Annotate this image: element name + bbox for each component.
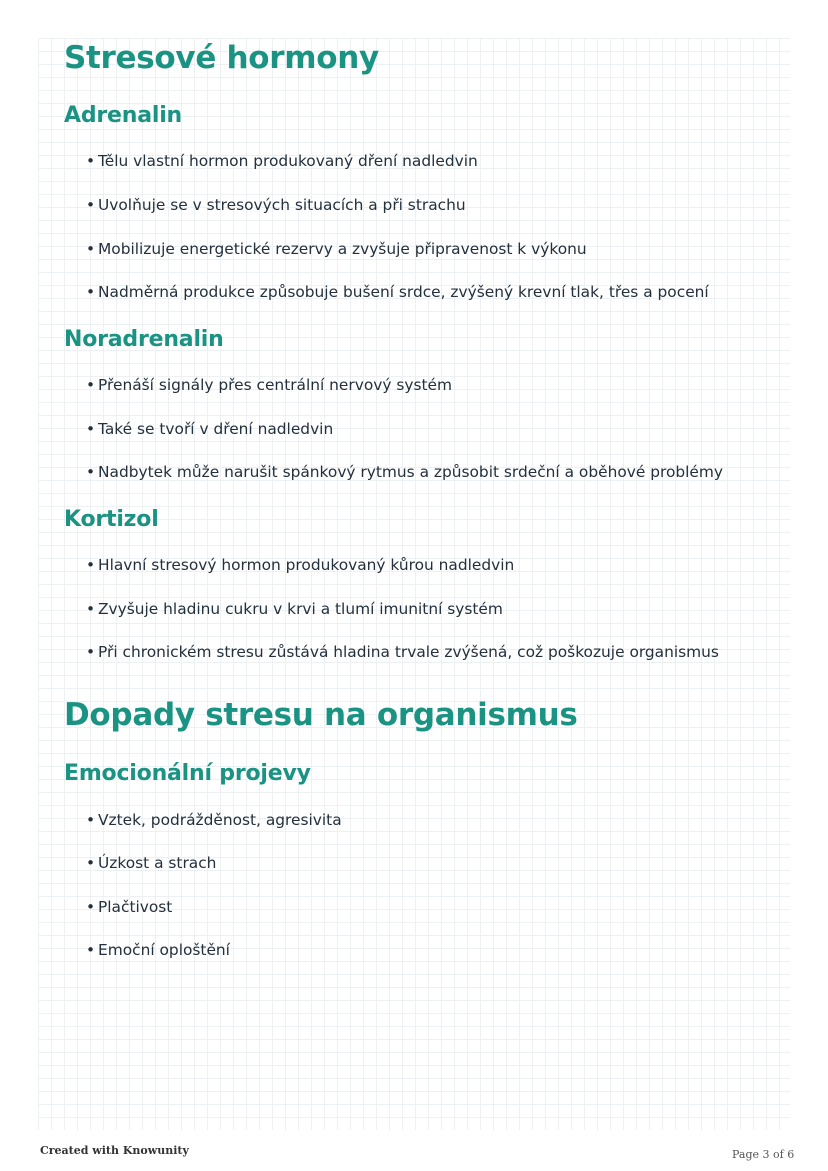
list-item: • Mobilizuje energetické rezervy a zvyšuje připravenost k výkonu (86, 240, 587, 258)
bullet: • (86, 463, 96, 481)
list-item: • Přenáší signály přes centrální nervový systém (86, 376, 453, 394)
list-item: • Plačtivost (86, 898, 173, 916)
subsection-title-adrenalin: Adrenalin (64, 103, 182, 128)
list-item: • Hlavní stresový hormon produkovaný kůrou nadledvin (86, 556, 515, 574)
bullet: • (86, 811, 96, 829)
bullet: • (86, 941, 96, 959)
list-item: • Uvolňuje se v stresových situacích a při strachu (86, 196, 466, 214)
bullet: • (86, 420, 96, 438)
list-item: • Emoční oploštění (86, 941, 230, 959)
bullet: • (86, 376, 96, 394)
section-title-stress-hormones: Stresové hormony (64, 40, 379, 76)
list-item: • Také se tvoří v dření nadledvin (86, 420, 334, 438)
bullet: • (86, 152, 96, 170)
list-item: • Úzkost a strach (86, 854, 217, 872)
bullet: • (86, 898, 96, 916)
list-item: • Tělu vlastní hormon produkovaný dření nadledvin (86, 152, 478, 170)
list-item: • Nadměrná produkce způsobuje bušení srdce, zvýšený krevní tlak, třes a pocení (86, 283, 709, 301)
bullet: • (86, 854, 96, 872)
bullet: • (86, 240, 96, 258)
subsection-title-kortizol: Kortizol (64, 507, 159, 532)
section-title-stress-impacts: Dopady stresu na organismus (64, 697, 578, 733)
subsection-title-emotional: Emocionální projevy (64, 761, 311, 786)
list-item: • Vztek, podrážděnost, agresivita (86, 811, 342, 829)
bullet: • (86, 643, 96, 661)
list-item: • Při chronickém stresu zůstává hladina trvale zvýšená, což poškozuje organismus (86, 643, 719, 661)
bullet: • (86, 283, 96, 301)
bullet: • (86, 196, 96, 214)
list-item: • Zvyšuje hladinu cukru v krvi a tlumí imunitní systém (86, 600, 503, 618)
bullet: • (86, 600, 96, 618)
footer-page-number: Page 3 of 6 (732, 1148, 795, 1161)
subsection-title-noradrenalin: Noradrenalin (64, 327, 224, 352)
list-item: • Nadbytek může narušit spánkový rytmus a způsobit srdeční a oběhové problémy (86, 463, 724, 481)
footer-created-with: Created with Knowunity (40, 1144, 189, 1157)
bullet: • (86, 556, 96, 574)
